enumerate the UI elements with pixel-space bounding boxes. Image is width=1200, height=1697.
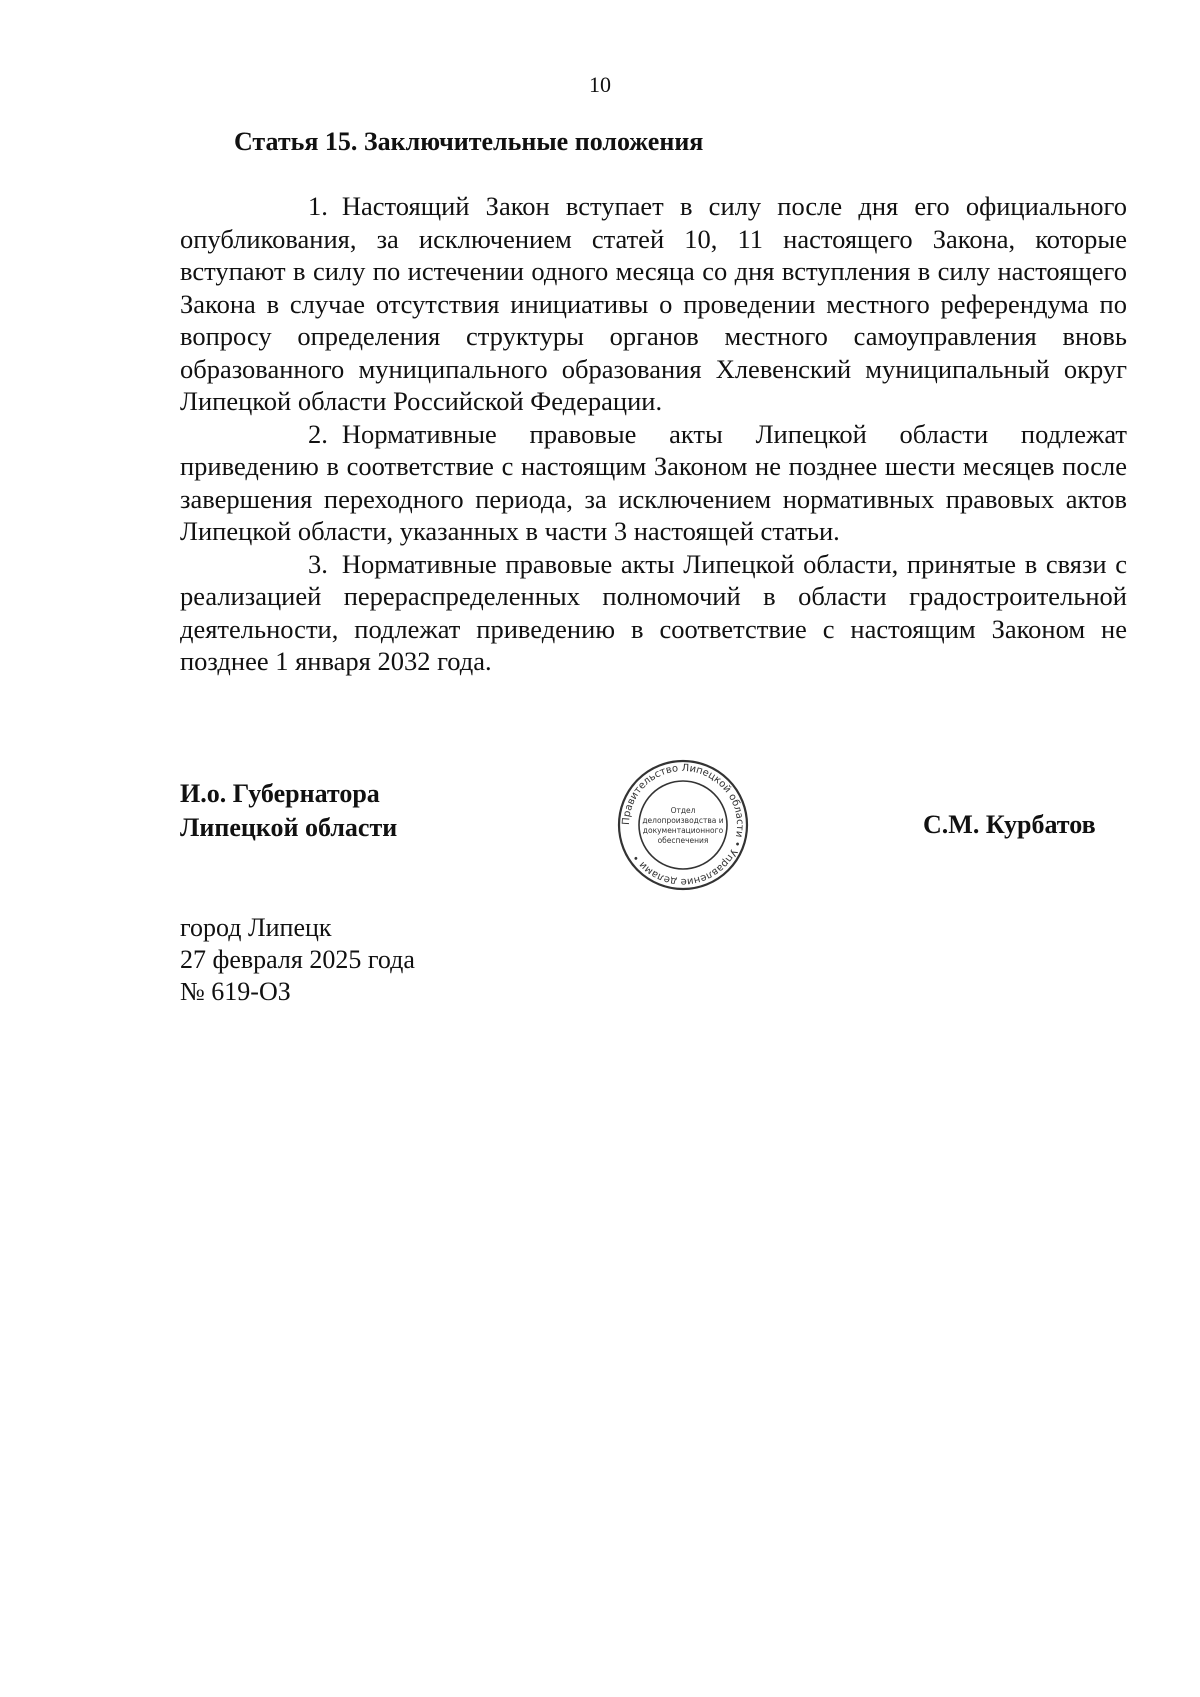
stamp-inner-line-4: обеспечения bbox=[657, 836, 709, 845]
paragraph-text: Нормативные правовые акты Липецкой области, принятые в связи с реализацией перераспределенных полномочий в области градостроительной деятельности, подлежат приведению в соответствие с настоящим Законом не позднее 1 января 2032 года. bbox=[180, 548, 1127, 676]
paragraph-text: Настоящий Закон вступает в силу после дня его официального опубликования, за исключением статей 10, 11 настоящего Закона, которые вступают в силу по истечении одного месяца со дня вступления в силу настоящего Закона в случае отсутствия инициативы о проведении местного референдума по вопросу определения структуры органов местного самоуправления вновь образованного муниципального образования Хлевенский муниципальный округ Липецкой области Российской Федерации. bbox=[180, 191, 1127, 416]
article-title: Статья 15. Заключительные положения bbox=[234, 127, 704, 156]
paragraph-number: 3. bbox=[308, 548, 328, 579]
footer-number: № 619-ОЗ bbox=[180, 977, 291, 1006]
stamp-inner-ring bbox=[639, 781, 727, 869]
stamp-inner-line-1: Отдел bbox=[670, 806, 696, 815]
article-body bbox=[180, 190, 1127, 678]
paragraph-number: 2. bbox=[308, 418, 328, 449]
paragraph-number: 1. bbox=[308, 191, 328, 221]
signatory-position bbox=[180, 777, 397, 845]
position-line-2: Липецкой области bbox=[180, 813, 398, 842]
page-number: 10 bbox=[589, 72, 611, 97]
stamp-inner-line-3: документационного bbox=[642, 826, 724, 835]
document-footer bbox=[180, 912, 415, 1008]
paragraph-2 bbox=[180, 418, 1127, 548]
paragraph-3 bbox=[180, 548, 1127, 678]
stamp-inner-line-2: делопроизводства и bbox=[642, 816, 724, 825]
footer-date: 27 февраля 2025 года bbox=[180, 945, 415, 974]
stamp-outer-text: Правительство Липецкой области • Управление делами • bbox=[620, 762, 746, 888]
signatory-name: С.М. Курбатов bbox=[923, 810, 1096, 839]
paragraph-1 bbox=[180, 190, 1127, 418]
official-stamp bbox=[615, 757, 751, 893]
paragraph-text: Нормативные правовые акты Липецкой области подлежат приведению в соответствие с настоящим Законом не позднее шести месяцев после завершения переходного периода, за исключением нормативных правовых актов Липецкой области, указанных в части 3 настоящей статьи. bbox=[180, 418, 1127, 546]
footer-city: город Липецк bbox=[180, 913, 332, 942]
position-line-1: И.о. Губернатора bbox=[180, 779, 380, 808]
